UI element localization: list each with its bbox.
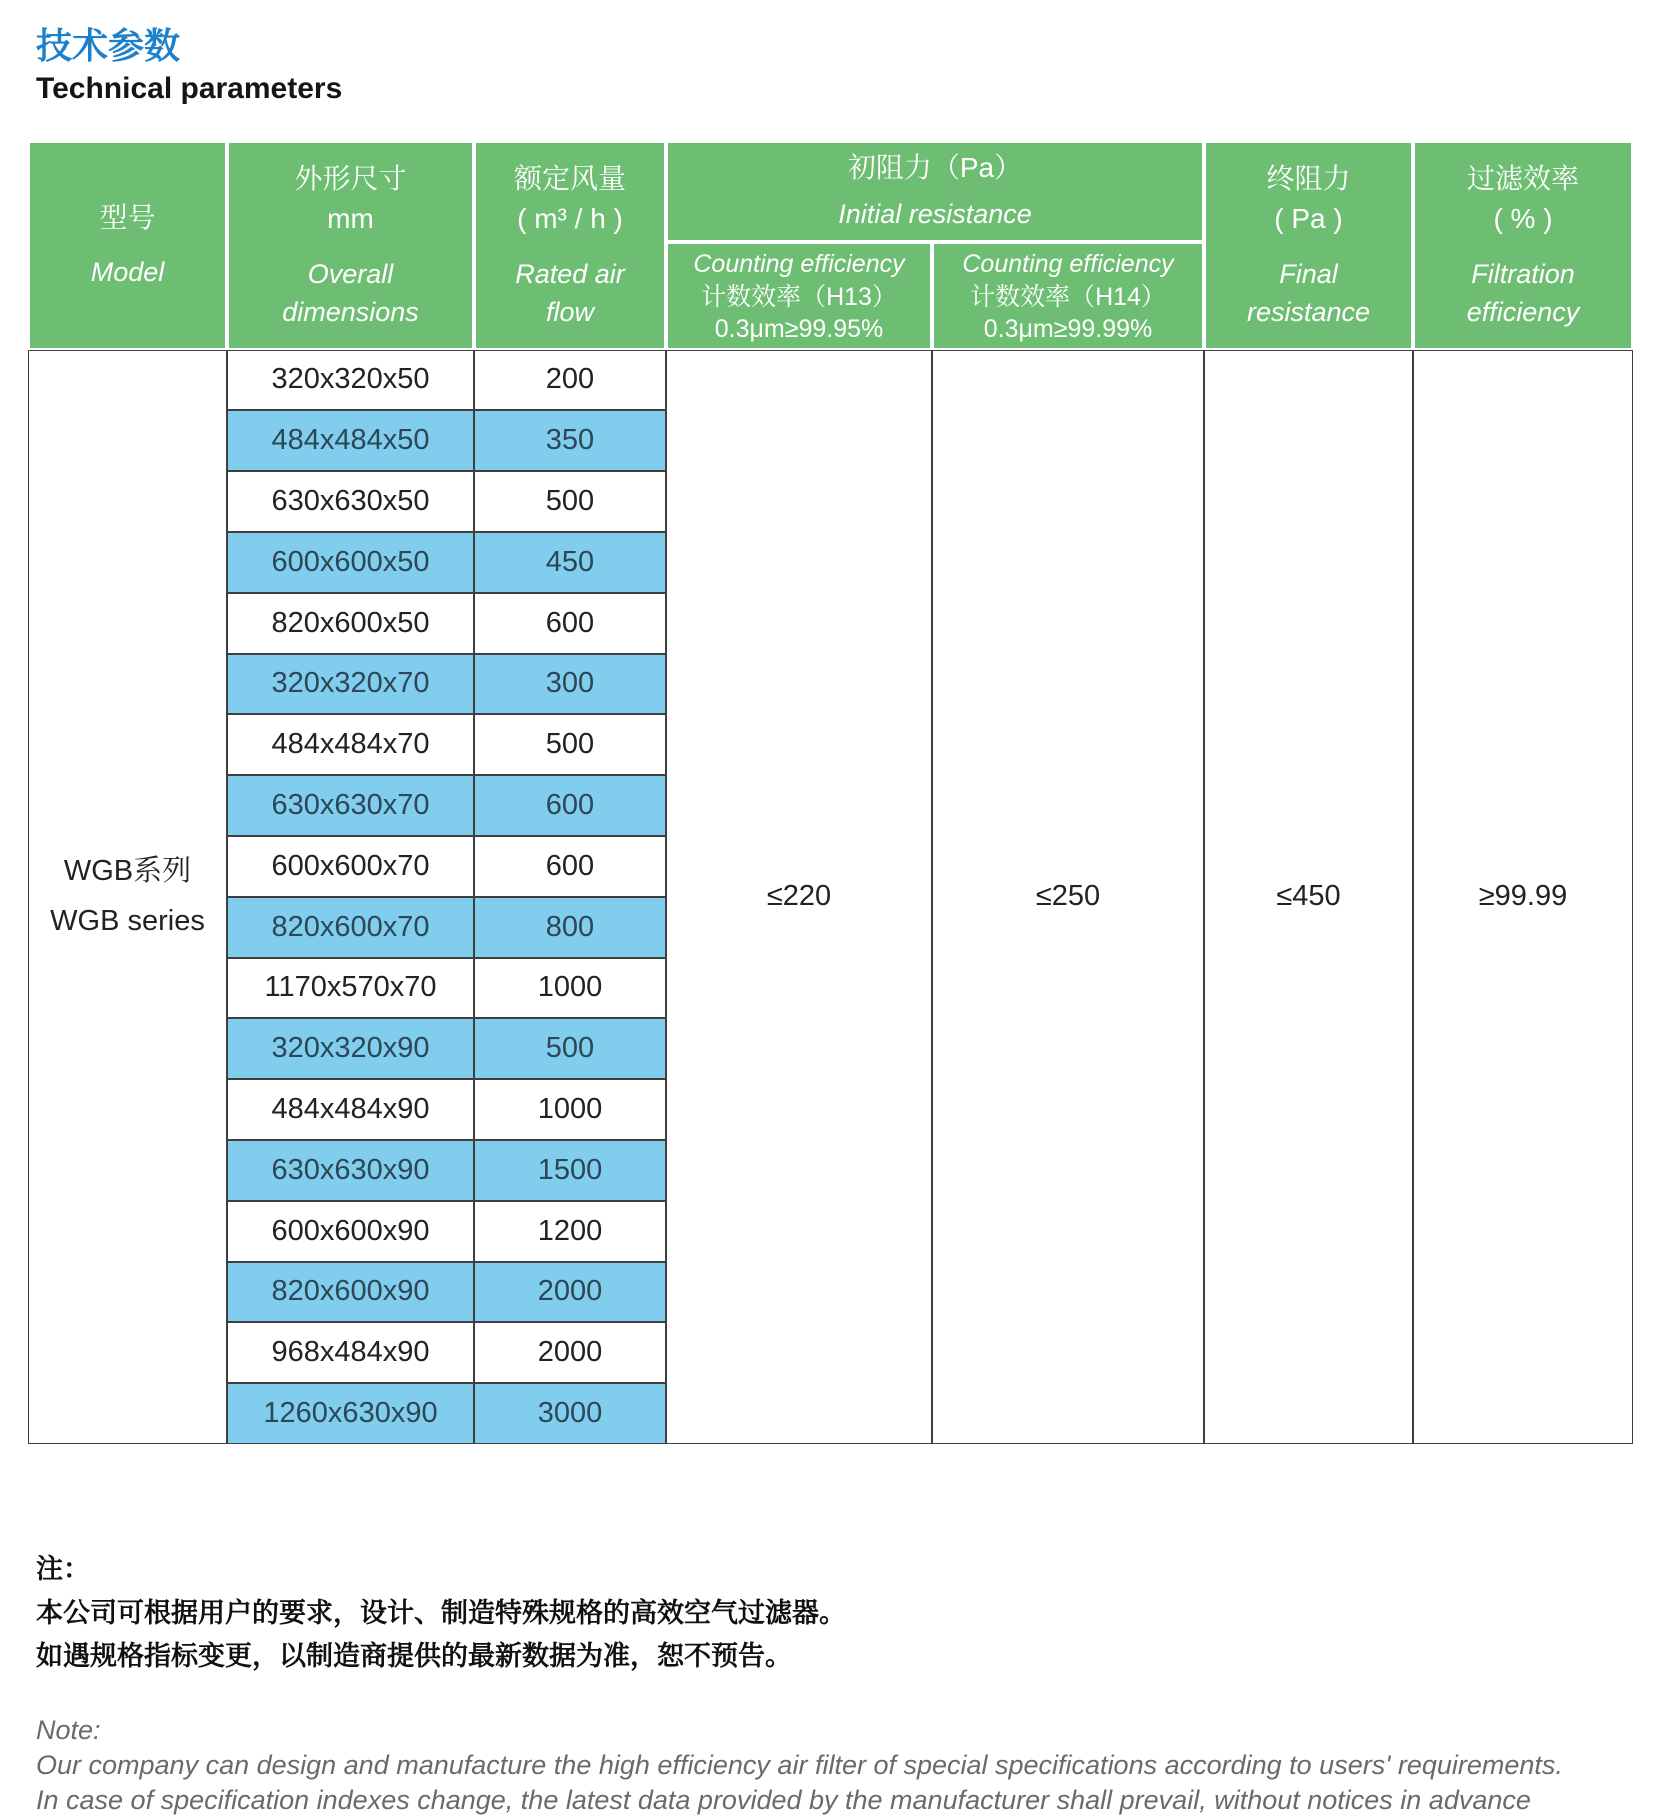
header-dimensions-en1: Overall: [307, 258, 394, 289]
header-filtration-efficiency: [1413, 141, 1633, 350]
header-filtration-en2: efficiency: [1466, 296, 1580, 327]
airflow-cell: 1000: [474, 1079, 666, 1140]
model-series-en: WGB series: [50, 904, 205, 937]
header-counting-efficiency-h13: [666, 242, 932, 350]
dimension-cell: 320x320x70: [227, 654, 474, 715]
page-header: [0, 0, 1665, 105]
note-chinese: [36, 1548, 1665, 1679]
airflow-cell: 2000: [474, 1322, 666, 1383]
header-filtration-zh: 过滤效率: [1466, 162, 1579, 194]
airflow-cell: 500: [474, 471, 666, 532]
header-dimensions-unit: mm: [327, 203, 374, 235]
dimension-cell: 968x484x90: [227, 1322, 474, 1383]
airflow-cell: 600: [474, 836, 666, 897]
filtration-efficiency-value: ≥99.99: [1413, 350, 1633, 1444]
dimension-cell: 630x630x90: [227, 1140, 474, 1201]
dimension-cell: 820x600x50: [227, 593, 474, 654]
airflow-cell: 2000: [474, 1262, 666, 1323]
header-airflow-zh: 额定风量: [513, 162, 626, 194]
header-dimensions-zh: 外形尺寸: [294, 162, 407, 194]
final-resistance-value: ≤450: [1204, 350, 1413, 1444]
initial-resistance-h13-value: ≤220: [666, 350, 932, 1444]
model-series-cell: [28, 350, 227, 1444]
header-airflow-unit: ( m³ / h ): [517, 203, 623, 235]
dimension-cell: 484x484x70: [227, 714, 474, 775]
header-filtration-unit: ( % ): [1493, 203, 1553, 235]
dimension-cell: 820x600x70: [227, 897, 474, 958]
dimension-cell: 320x320x90: [227, 1018, 474, 1079]
header-h13-spec: 0.3μm≥99.95%: [714, 314, 884, 343]
note-chinese-label: 注：: [36, 1553, 90, 1584]
dimension-cell: 320x320x50: [227, 350, 474, 411]
airflow-cell: 600: [474, 593, 666, 654]
notes-section: [36, 1548, 1665, 1818]
dimension-cell: 1260x630x90: [227, 1383, 474, 1444]
header-h14-zh: 计数效率（H14）: [970, 283, 1166, 312]
airflow-cell: 500: [474, 1018, 666, 1079]
technical-parameters-table: [28, 141, 1633, 1444]
note-chinese-line: 如遇规格指标变更，以制造商提供的最新数据为准，恕不预告。: [36, 1641, 792, 1672]
header-dimensions-en2: dimensions: [282, 296, 419, 327]
initial-resistance-h14-value: ≤250: [932, 350, 1204, 1444]
note-english-line: In case of specification indexes change, the latest data provided by the manufacturer shall prevail, without notices in advance: [36, 1785, 1531, 1816]
header-model-en: Model: [90, 257, 165, 288]
airflow-cell: 1200: [474, 1201, 666, 1262]
header-h13-en: Counting efficiency: [693, 250, 905, 279]
header-model-zh: 型号: [99, 201, 156, 233]
dimension-cell: 630x630x50: [227, 471, 474, 532]
note-chinese-line: 本公司可根据用户的要求，设计、制造特殊规格的高效空气过滤器。: [36, 1597, 846, 1628]
header-airflow-en2: flow: [545, 296, 594, 327]
note-english-label: Note:: [36, 1715, 101, 1746]
header-filtration-en1: Filtration: [1471, 258, 1575, 289]
header-dimensions: [227, 141, 474, 350]
airflow-cell: 200: [474, 350, 666, 411]
header-initial-resistance: [666, 141, 1204, 242]
page-title-chinese: 技术参数: [36, 25, 181, 66]
header-airflow-en1: Rated air: [515, 258, 625, 289]
airflow-cell: 800: [474, 897, 666, 958]
note-english-line: Our company can design and manufacture the high efficiency air filter of special specifications according to users' requirements.: [36, 1750, 1563, 1781]
header-final-en1: Final: [1279, 258, 1338, 289]
header-h13-zh: 计数效率（H13）: [701, 283, 897, 312]
header-final-zh: 终阻力: [1266, 162, 1351, 194]
page-title-english: Technical parameters: [36, 71, 343, 105]
header-final-unit: ( Pa ): [1274, 203, 1343, 235]
dimension-cell: 1170x570x70: [227, 958, 474, 1019]
note-english: [36, 1713, 1665, 1818]
header-final-resistance: [1204, 141, 1413, 350]
model-series-zh: WGB系列: [63, 855, 192, 888]
airflow-cell: 350: [474, 410, 666, 471]
header-initial-resistance-zh: 初阻力（Pa）: [847, 151, 1023, 183]
airflow-cell: 3000: [474, 1383, 666, 1444]
header-airflow: [474, 141, 666, 350]
dimension-cell: 484x484x90: [227, 1079, 474, 1140]
airflow-cell: 1500: [474, 1140, 666, 1201]
header-h14-spec: 0.3μm≥99.99%: [983, 314, 1153, 343]
airflow-cell: 300: [474, 654, 666, 715]
header-counting-efficiency-h14: [932, 242, 1204, 350]
airflow-cell: 1000: [474, 958, 666, 1019]
dimension-cell: 600x600x70: [227, 836, 474, 897]
header-final-en2: resistance: [1246, 296, 1371, 327]
airflow-cell: 500: [474, 714, 666, 775]
dimension-cell: 484x484x50: [227, 410, 474, 471]
header-initial-resistance-en: Initial resistance: [838, 199, 1032, 230]
dimension-cell: 630x630x70: [227, 775, 474, 836]
airflow-cell: 450: [474, 532, 666, 593]
airflow-cell: 600: [474, 775, 666, 836]
header-model: [28, 141, 227, 350]
dimension-cell: 600x600x50: [227, 532, 474, 593]
dimension-cell: 600x600x90: [227, 1201, 474, 1262]
header-h14-en: Counting efficiency: [962, 250, 1174, 279]
dimension-cell: 820x600x90: [227, 1262, 474, 1323]
